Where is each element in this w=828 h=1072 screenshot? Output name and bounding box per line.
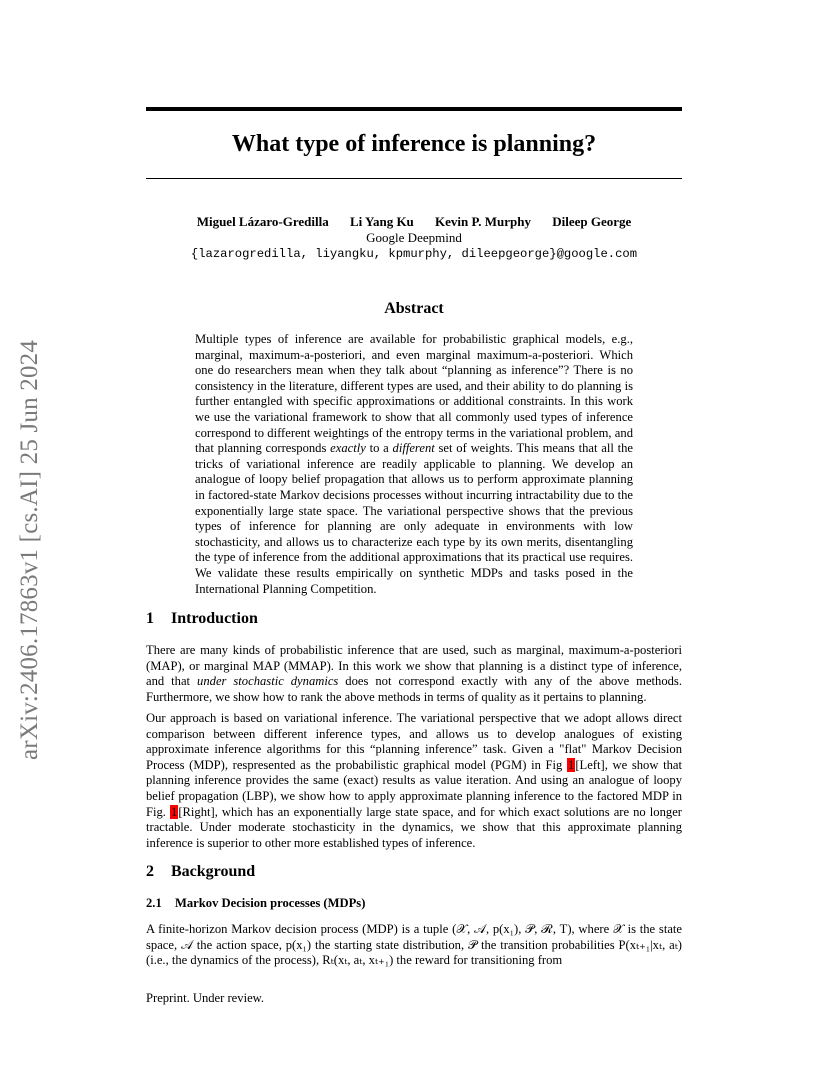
author-names	[146, 214, 682, 230]
footer-note: Preprint. Under review.	[146, 991, 265, 1005]
author-block	[146, 214, 682, 262]
author-name: Miguel Lázaro-Gredilla	[196, 214, 329, 229]
emphasis: exactly	[330, 441, 366, 456]
emphasis: different	[392, 441, 435, 456]
section-heading-background: 2 Background	[146, 863, 256, 880]
author-emails: {lazarogredilla, liyangku, kpmurphy, dileepgeorge}@google.com	[190, 247, 638, 261]
background-paragraph-1: A finite-horizon Markov decision process (MDP) is a tuple (𝒳, 𝒜, p(x₁), 𝒫, ℛ, T), where 𝒳 is the state space, 𝒜 the action space, p(x₁) the starting state distribution, 𝒫 the transition probabilities P(xₜ₊₁|xₜ, aₜ) (i.e., the dynamics of the process), Rₜ(xₜ, aₜ, xₜ₊₁) the reward for transitioning from	[146, 922, 682, 968]
title-top-rule	[146, 107, 682, 111]
emphasis: under stochastic dynamics	[197, 674, 339, 689]
author-name: Kevin P. Murphy	[435, 214, 531, 229]
author-name: Dileep George	[552, 214, 632, 229]
intro-paragraph-2: Our approach is based on variational inference. The variational perspective that we adopt allows direct comparison between different inference types, and allows us to develop analogues of existing approximate inference algorithms for this “planning inference” task. Given a "flat" Markov Decision Process (MDP), respresented as the probabilistic graphical model (PGM) in Fig 1[Left], we show that planning inference provides the same (exact) results as value iteration. And using an analogue of loopy belief propagation (LBP), we show how to apply approximate planning inference to the factored MDP in Fig. 1[Right], which has an exponentially large state space, and for which exact solutions are no longer tractable. Under moderate stochasticity in the dynamics, we show that this approximate planning inference is superior to other more established types of inference.	[146, 711, 682, 850]
abstract-heading: Abstract	[384, 300, 444, 317]
subsection-heading-mdps: 2.1 Markov Decision processes (MDPs)	[146, 896, 366, 910]
figure-ref-link[interactable]: 1	[568, 757, 575, 772]
paper-title: What type of inference is planning?	[231, 131, 597, 157]
intro-paragraph-1: There are many kinds of probabilistic inference that are used, such as marginal, maximum-a-posteriori (MAP), or marginal MAP (MMAP). In this work we show that planning is a distinct type of inference, and that under stochastic dynamics does not correspond exactly with any of the above methods. Furthermore, we show how to rank the above methods in terms of quality as it pertains to planning.	[146, 643, 682, 704]
figure-ref-link[interactable]: 1	[171, 804, 178, 819]
affiliation: Google Deepmind	[366, 230, 462, 245]
author-name: Li Yang Ku	[349, 214, 414, 229]
section-heading-introduction: 1 Introduction	[146, 610, 258, 627]
title-bottom-rule	[146, 178, 682, 179]
abstract-body: Multiple types of inference are available for probabilistic graphical models, e.g., marginal, maximum-a-posteriori, and even marginal maximum-a-posteriori. Which one do researchers mean when they talk about “planning as inference”? There is no consistency in the literature, different types are used, and their ability to do planning is further entangled with specific approximations or additional constraints. In this work we use the variational framework to show that all commonly used types of inference correspond to different weightings of the entropy terms in the variational problem, and that planning corresponds exactly to a different set of weights. This means that all the tricks of variational inference are readily applicable to planning. We develop an analogue of loopy belief propagation that allows us to perform approximate planning in factored-state Markov decisions processes without incurring intractability due to the exponentially large state space. The variational perspective shows that the previous types of inference for planning are only adequate in environments with low stochasticity, and allows us to characterize each type by its own merits, disentangling the type of inference from the additional approximations that its practical use requires. We validate these results empirically on synthetic MDPs and tasks posed in the International Planning Competition.	[195, 332, 633, 596]
